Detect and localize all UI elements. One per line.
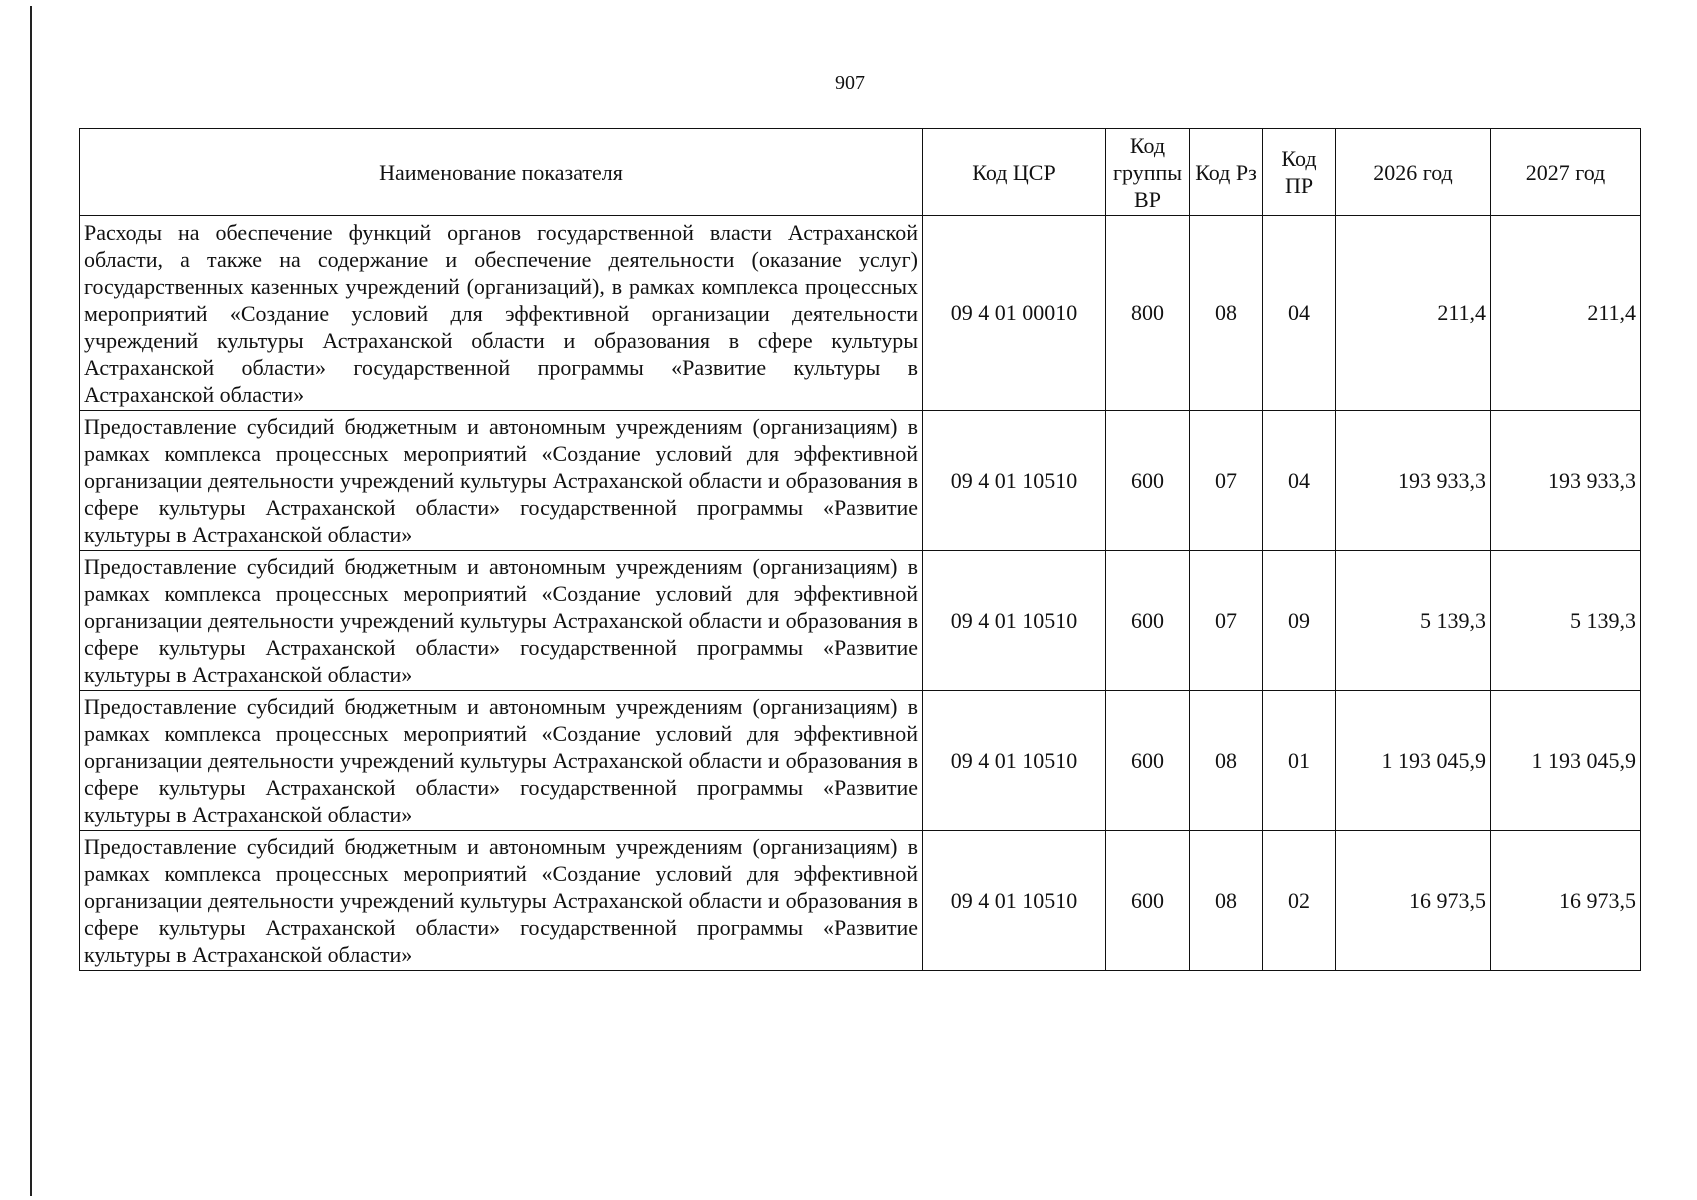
binding-line <box>30 6 32 1196</box>
row-2027: 193 933,3 <box>1491 411 1641 551</box>
row-name: Расходы на обеспечение функций органов государственной власти Астраханской области, а также на содержание и обеспечение деятельности (оказание услуг) государственных казенных учреждений (организаций), в рамках комплекса процессных мероприятий «Создание условий для эффективной организации деятельности учреждений культуры Астраханской области и образования в сфере культуры Астраханской области» государственной программы «Развитие культуры в Астраханской области» <box>80 216 923 411</box>
row-pr: 02 <box>1263 831 1336 971</box>
header-2027: 2027 год <box>1491 129 1641 216</box>
budget-table <box>79 128 1641 971</box>
row-vr: 600 <box>1106 551 1190 691</box>
row-name: Предоставление субсидий бюджетным и автономным учреждениям (организациям) в рамках комплекса процессных мероприятий «Создание условий для эффективной организации деятельности учреждений культуры Астраханской области и образования в сфере культуры Астраханской области» государственной программы «Развитие культуры в Астраханской области» <box>80 691 923 831</box>
header-row <box>80 129 1641 216</box>
row-pr: 09 <box>1263 551 1336 691</box>
row-2026: 211,4 <box>1336 216 1491 411</box>
header-rz: Код Рз <box>1190 129 1263 216</box>
header-2026: 2026 год <box>1336 129 1491 216</box>
header-vr: Код группы ВР <box>1106 129 1190 216</box>
row-rz: 08 <box>1190 691 1263 831</box>
row-pr: 04 <box>1263 411 1336 551</box>
table-row <box>80 831 1641 971</box>
row-2027: 5 139,3 <box>1491 551 1641 691</box>
row-2026: 5 139,3 <box>1336 551 1491 691</box>
row-pr: 01 <box>1263 691 1336 831</box>
row-csr: 09 4 01 10510 <box>923 831 1106 971</box>
table-row <box>80 691 1641 831</box>
row-csr: 09 4 01 00010 <box>923 216 1106 411</box>
row-2027: 1 193 045,9 <box>1491 691 1641 831</box>
header-name: Наименование показателя <box>80 129 923 216</box>
row-vr: 600 <box>1106 831 1190 971</box>
table-row <box>80 411 1641 551</box>
row-vr: 600 <box>1106 691 1190 831</box>
row-2026: 16 973,5 <box>1336 831 1491 971</box>
table-row <box>80 551 1641 691</box>
page-number: 907 <box>835 72 865 94</box>
row-name: Предоставление субсидий бюджетным и автономным учреждениям (организациям) в рамках комплекса процессных мероприятий «Создание условий для эффективной организации деятельности учреждений культуры Астраханской области и образования в сфере культуры Астраханской области» государственной программы «Развитие культуры в Астраханской области» <box>80 411 923 551</box>
row-pr: 04 <box>1263 216 1336 411</box>
table-row <box>80 216 1641 411</box>
row-csr: 09 4 01 10510 <box>923 411 1106 551</box>
row-vr: 800 <box>1106 216 1190 411</box>
row-rz: 07 <box>1190 411 1263 551</box>
row-2027: 211,4 <box>1491 216 1641 411</box>
row-2026: 193 933,3 <box>1336 411 1491 551</box>
row-csr: 09 4 01 10510 <box>923 551 1106 691</box>
header-pr: Код ПР <box>1263 129 1336 216</box>
row-rz: 07 <box>1190 551 1263 691</box>
row-2026: 1 193 045,9 <box>1336 691 1491 831</box>
row-rz: 08 <box>1190 831 1263 971</box>
row-name: Предоставление субсидий бюджетным и автономным учреждениям (организациям) в рамках комплекса процессных мероприятий «Создание условий для эффективной организации деятельности учреждений культуры Астраханской области и образования в сфере культуры Астраханской области» государственной программы «Развитие культуры в Астраханской области» <box>80 551 923 691</box>
row-csr: 09 4 01 10510 <box>923 691 1106 831</box>
row-vr: 600 <box>1106 411 1190 551</box>
row-rz: 08 <box>1190 216 1263 411</box>
row-name: Предоставление субсидий бюджетным и автономным учреждениям (организациям) в рамках комплекса процессных мероприятий «Создание условий для эффективной организации деятельности учреждений культуры Астраханской области и образования в сфере культуры Астраханской области» государственной программы «Развитие культуры в Астраханской области» <box>80 831 923 971</box>
header-csr: Код ЦСР <box>923 129 1106 216</box>
row-2027: 16 973,5 <box>1491 831 1641 971</box>
